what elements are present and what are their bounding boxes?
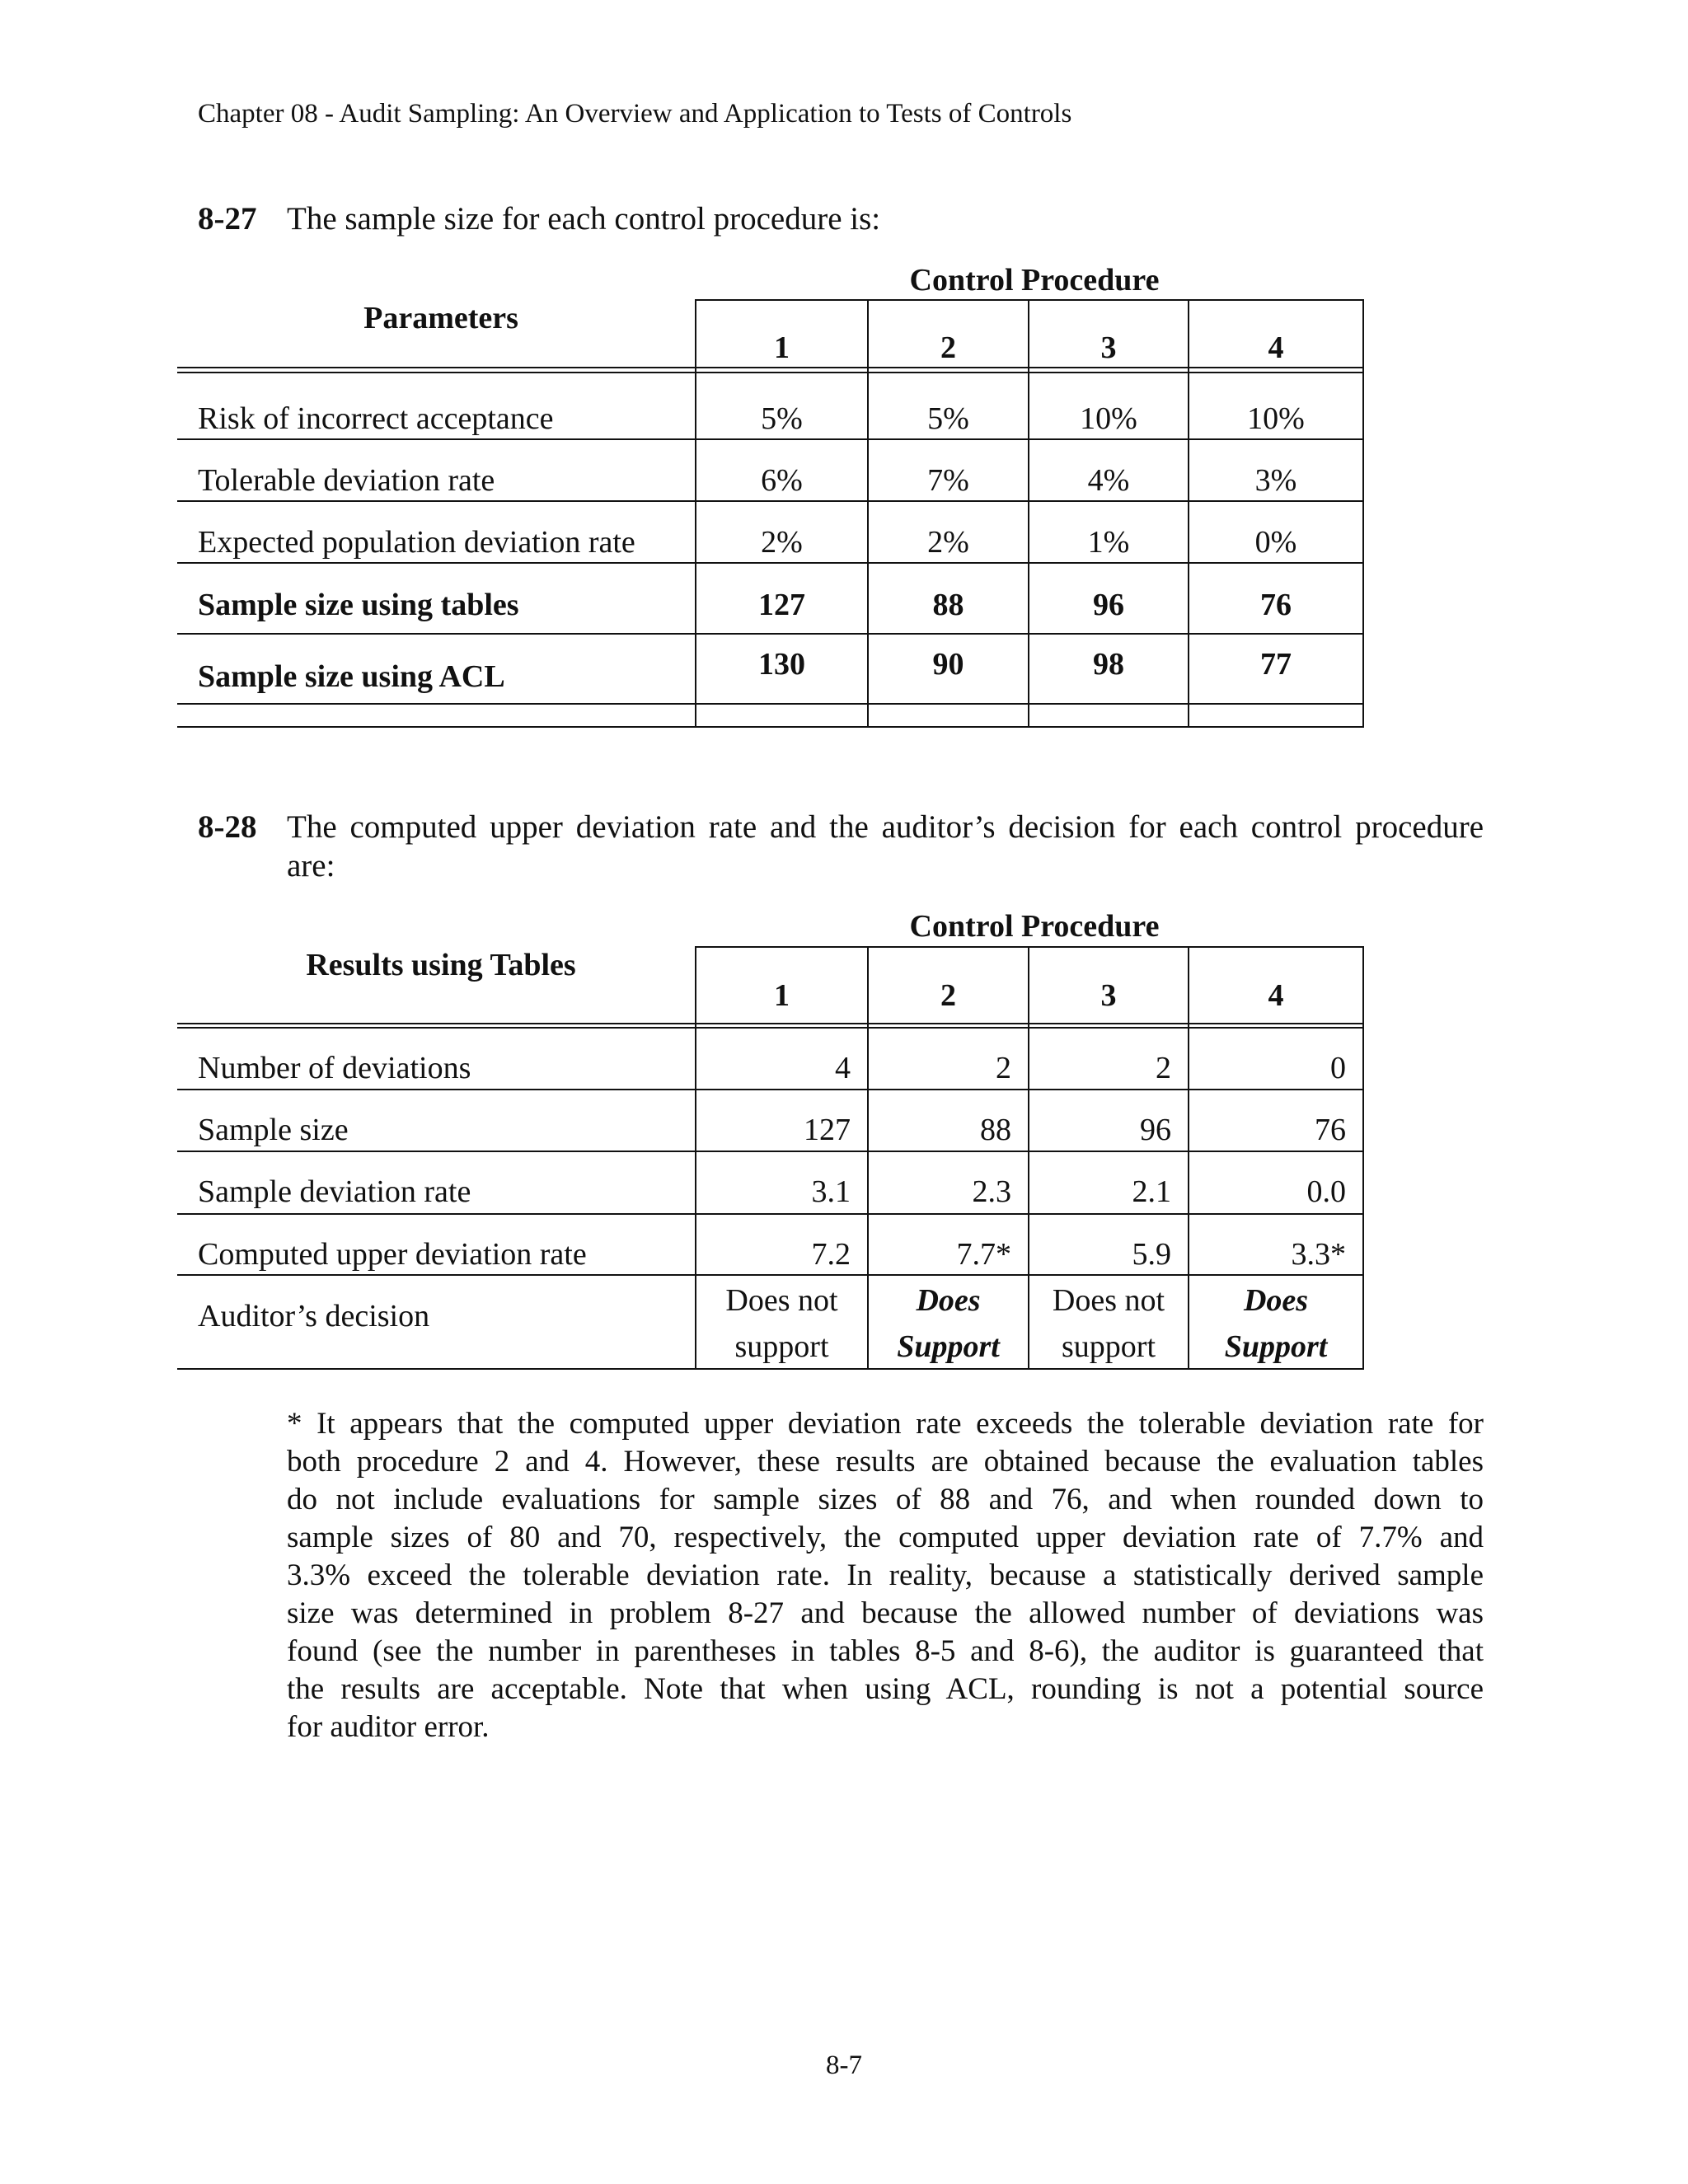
table1-cell: 2%: [761, 525, 803, 560]
table1-cell: 77: [1260, 647, 1292, 682]
table1-row-label: Sample size using tables: [198, 588, 519, 622]
problem-number: 8-27: [198, 201, 257, 237]
footnote-line: size was determined in problem 8-27 and because the allowed number of deviations was: [287, 1596, 1484, 1630]
problem-8-27-heading: [198, 199, 880, 238]
table1-group-header: Control Procedure: [909, 263, 1160, 298]
table1-cell: 7%: [927, 463, 969, 498]
table2-col-header: 2: [940, 978, 956, 1013]
table2-group-header: Control Procedure: [909, 909, 1160, 944]
table1-cell: 4%: [1087, 463, 1130, 498]
decision-line: support: [1062, 1329, 1156, 1364]
table1-cell: 5%: [761, 401, 803, 436]
table2-cell: 88: [980, 1113, 1011, 1147]
table2-cell: 3.1: [811, 1174, 851, 1209]
table2-cell: 127: [804, 1113, 851, 1147]
problem-text-line2: are:: [287, 848, 335, 883]
footnote-line: 3.3% exceed the tolerable deviation rate. In reality, because a statistically derived sample: [287, 1558, 1484, 1592]
table2-cell: 0: [1330, 1051, 1346, 1085]
footnote-line: found (see the number in parentheses in tables 8-5 and 8-6), the auditor is guaranteed that: [287, 1634, 1484, 1668]
table1-col-header: 2: [940, 330, 956, 365]
decision-line: support: [734, 1329, 829, 1364]
table2-cell: 2.1: [1132, 1174, 1171, 1209]
footnote-line: the results are acceptable. Note that when using ACL, rounding is not a potential source: [287, 1672, 1484, 1706]
problem-text: The sample size for each control procedure is:: [287, 201, 881, 237]
decision-cell: [1029, 1277, 1188, 1370]
table2-cell: 76: [1315, 1113, 1346, 1147]
footnote-line: for auditor error.: [287, 1710, 490, 1744]
table1-col-header: 3: [1100, 330, 1117, 365]
table2-cell: 7.2: [811, 1237, 851, 1272]
table2-cell: 2.3: [972, 1174, 1011, 1209]
decision-cell: [696, 1277, 867, 1370]
decision-line: Does: [1243, 1283, 1309, 1318]
problem-8-28-heading: [198, 808, 1484, 846]
table1-row-label: Tolerable deviation rate: [198, 463, 495, 498]
table2-cell: 7.7*: [956, 1237, 1011, 1272]
page-number: 8-7: [826, 2050, 862, 2080]
decision-cell: [1189, 1277, 1362, 1370]
table1-row-header: Parameters: [363, 301, 518, 335]
table1-row-label: Risk of incorrect acceptance: [198, 401, 554, 436]
table1-cell: 5%: [927, 401, 969, 436]
problem-number: 8-28: [198, 809, 257, 845]
table2-col-header: 4: [1268, 978, 1284, 1013]
decision-line: Support: [1224, 1329, 1328, 1364]
footnote-line: sample sizes of 80 and 70, respectively, the computed upper deviation rate of 7.7% and: [287, 1521, 1484, 1554]
table2-cell: 3.3*: [1291, 1237, 1346, 1272]
table2-col-header: 1: [774, 978, 790, 1013]
footnote-line: both procedure 2 and 4. However, these results are obtained because the evaluation tables: [287, 1445, 1484, 1479]
table2-row-label: Computed upper deviation rate: [198, 1237, 587, 1272]
table1-cell: 2%: [927, 525, 969, 560]
table1-cell: 88: [932, 588, 964, 622]
table2-cell: 2: [996, 1051, 1011, 1085]
table1-cell: 76: [1260, 588, 1292, 622]
decision-line: Does: [916, 1283, 981, 1318]
table2-cell: 0.0: [1306, 1174, 1346, 1209]
running-head: Chapter 08 - Audit Sampling: An Overview and Application to Tests of Controls: [198, 99, 1072, 129]
table2-row-label: Sample deviation rate: [198, 1174, 471, 1209]
table2-row-label: Auditor’s decision: [198, 1299, 430, 1333]
table2-cell: 2: [1156, 1051, 1171, 1085]
table2-col-header: 3: [1100, 978, 1117, 1013]
decision-line: Does not: [1052, 1283, 1165, 1318]
table1-row-label: Expected population deviation rate: [198, 525, 635, 560]
table1-col-header: 1: [774, 330, 790, 365]
table1-cell: 127: [758, 588, 805, 622]
table2-cell: 96: [1140, 1113, 1171, 1147]
table1-cell: 10%: [1247, 401, 1305, 436]
table1-cell: 96: [1093, 588, 1124, 622]
table1-cell: 3%: [1254, 463, 1297, 498]
decision-line: Does not: [725, 1283, 838, 1318]
table1-row-label: Sample size using ACL: [198, 659, 505, 694]
problem-text-line1: The computed upper deviation rate and the auditor’s decision for each control procedure: [287, 809, 1484, 845]
footnote-paragraph: [287, 1405, 1484, 1746]
footnote-line: do not include evaluations for sample sizes of 88 and 76, and when rounded down to: [287, 1483, 1484, 1516]
table2-cell: 4: [835, 1051, 851, 1085]
table1-cell: 10%: [1080, 401, 1137, 436]
table1-cell: 90: [932, 647, 964, 682]
table2-row-header: Results using Tables: [306, 948, 576, 982]
table1-cell: 1%: [1087, 525, 1130, 560]
table2-row-label: Number of deviations: [198, 1051, 471, 1085]
footnote-line: * It appears that the computed upper deviation rate exceeds the tolerable deviation rate for: [287, 1407, 1484, 1441]
decision-line: Support: [897, 1329, 1000, 1364]
table1-cell: 6%: [761, 463, 803, 498]
decision-cell: [869, 1277, 1028, 1370]
table1-cell: 130: [758, 647, 805, 682]
table2-cell: 5.9: [1132, 1237, 1171, 1272]
table2-row-label: Sample size: [198, 1113, 349, 1147]
table1-cell: 0%: [1254, 525, 1297, 560]
table1-col-header: 4: [1268, 330, 1284, 365]
table1-cell: 98: [1093, 647, 1124, 682]
